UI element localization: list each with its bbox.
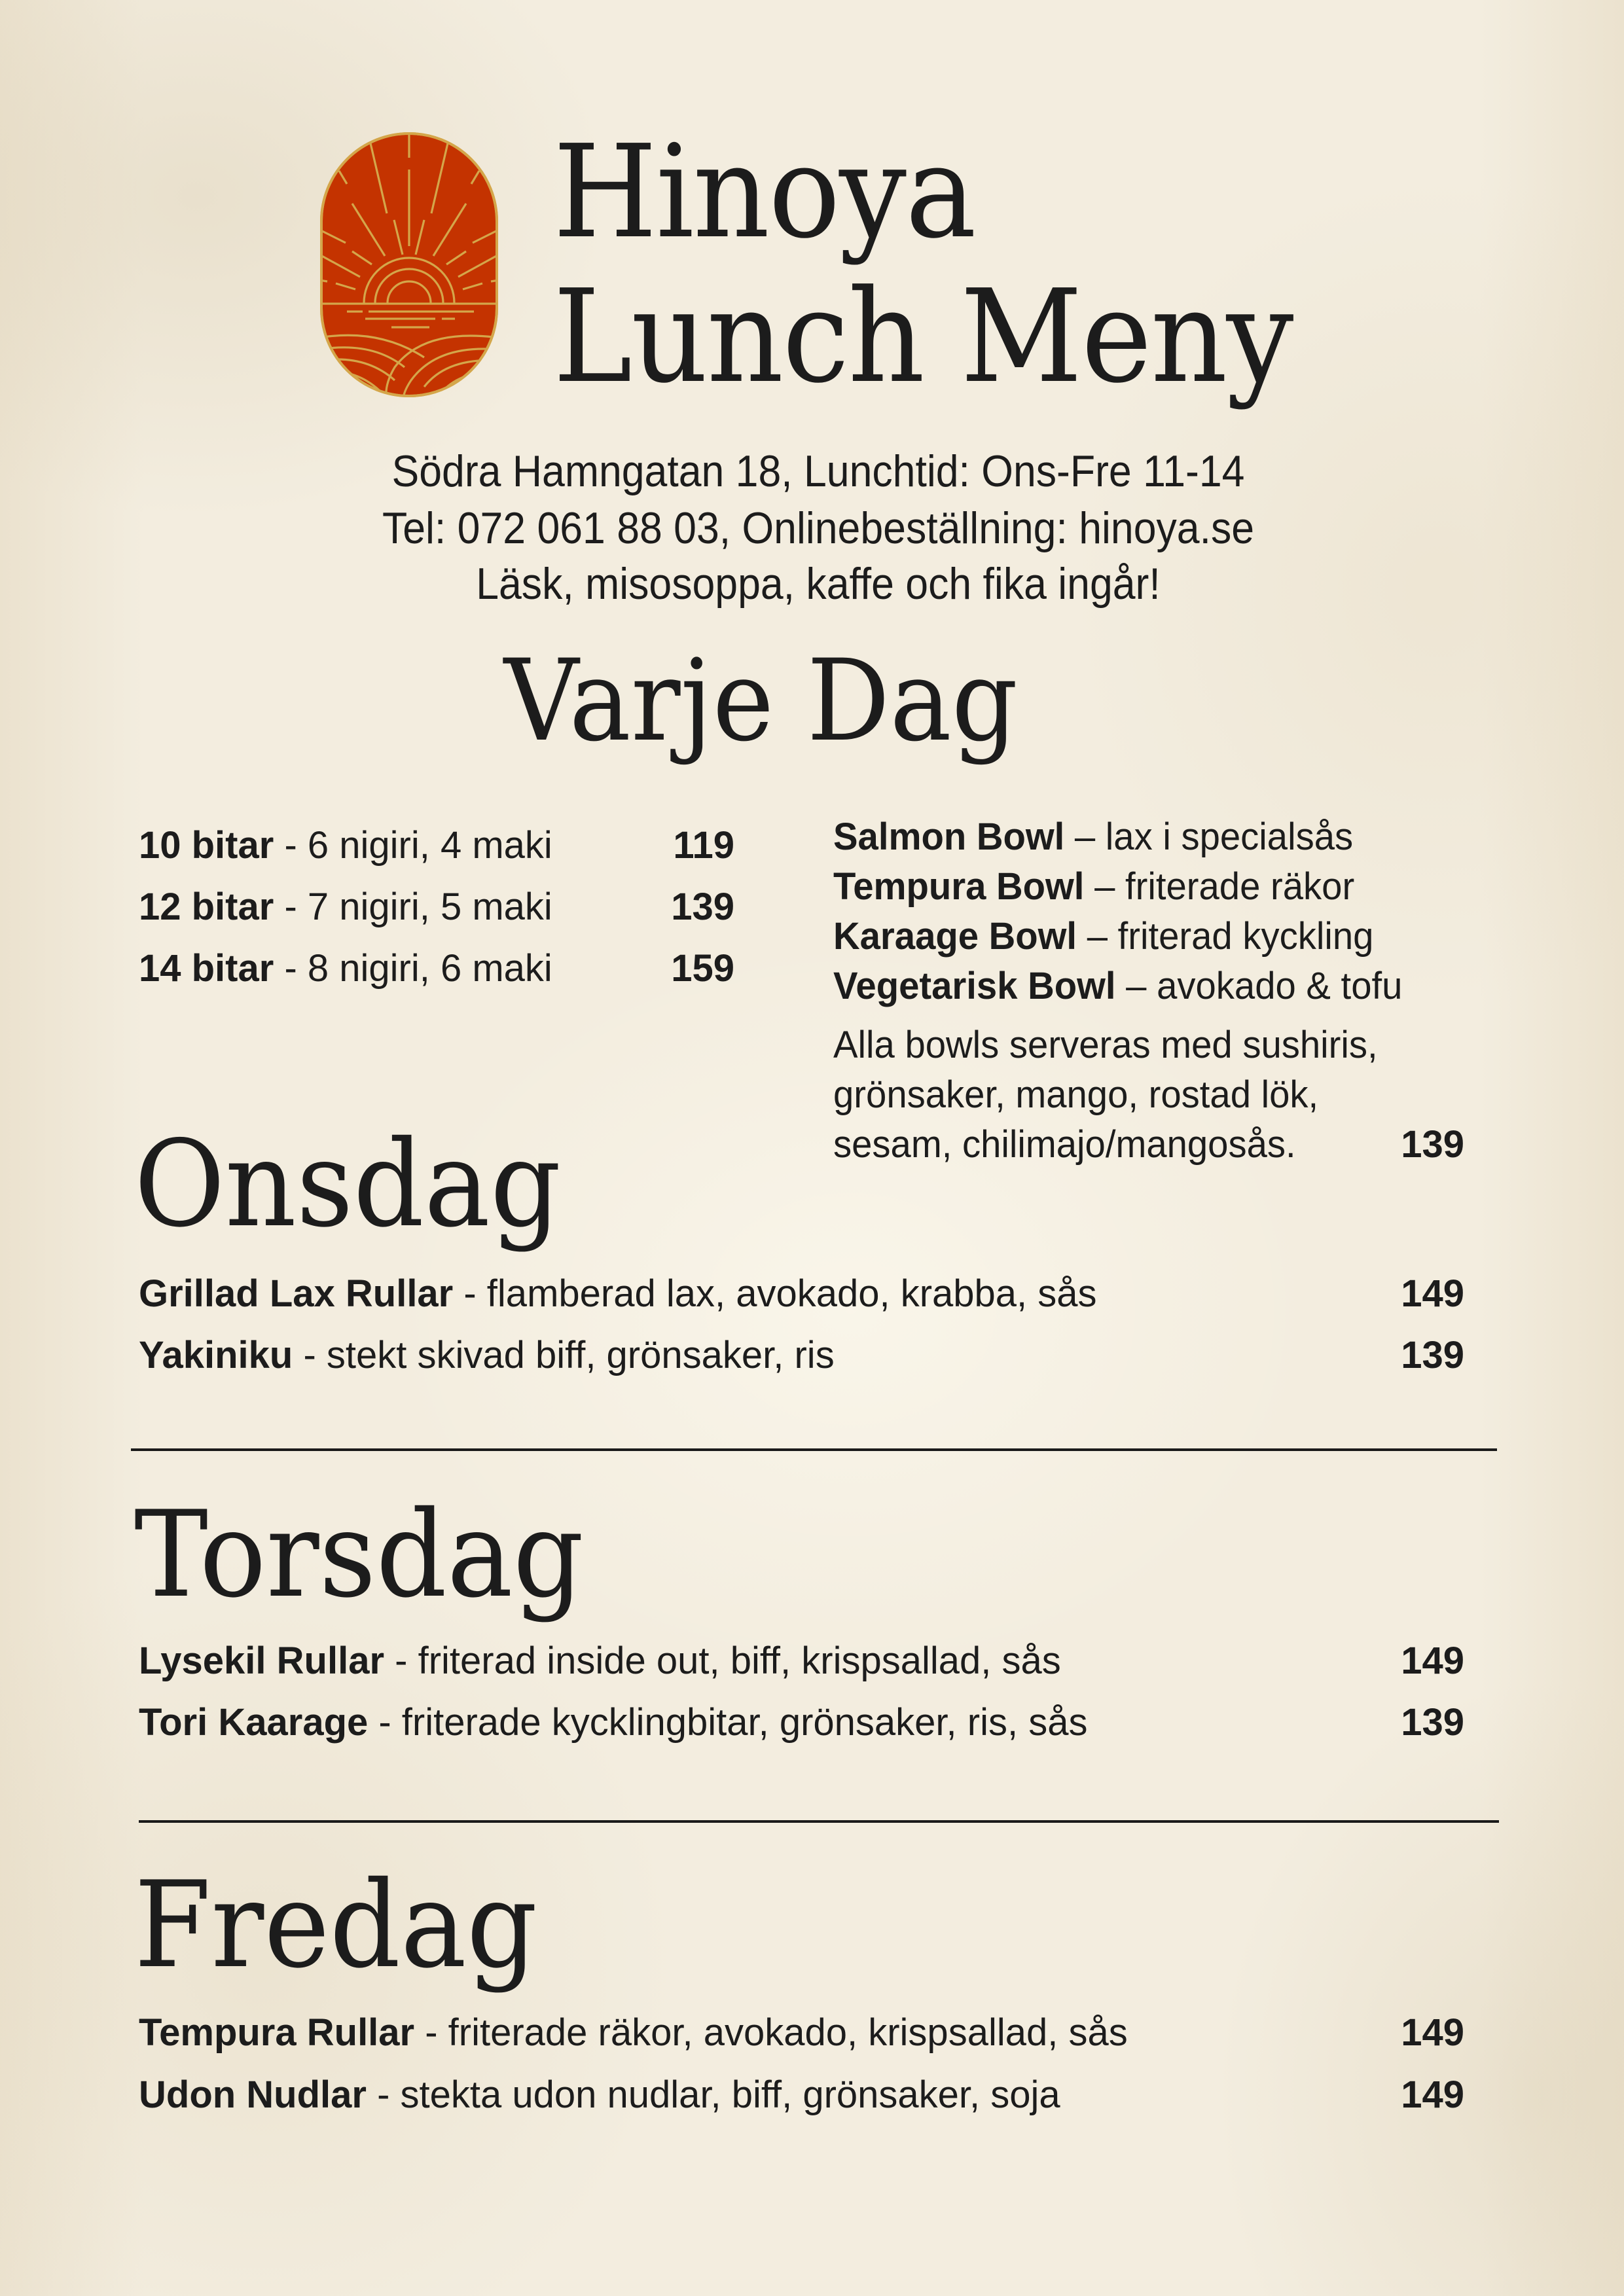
item-name: Tempura Bowl — [833, 865, 1085, 908]
item-name: 14 bitar — [139, 947, 274, 990]
section-heading-thursday: Torsdag — [134, 1485, 585, 1624]
bowl-item — [833, 915, 1374, 958]
divider — [139, 1820, 1499, 1823]
bowls-note-line: grönsaker, mango, rostad lök, — [833, 1073, 1319, 1116]
section-heading-wednesday: Onsdag — [134, 1115, 562, 1253]
menu-item — [139, 1272, 1097, 1315]
item-desc: – friterade räkor — [1084, 865, 1355, 908]
page-title-line-1: Hinoya — [553, 118, 975, 267]
item-name: Grillad Lax Rullar — [139, 1272, 454, 1315]
sushi-item — [139, 824, 552, 867]
bowl-item — [833, 818, 1353, 856]
item-desc: - flamberad lax, avokado, krabba, sås — [453, 1272, 1097, 1315]
item-desc: - friterade kycklingbitar, grönsaker, ris, sås — [368, 1701, 1088, 1744]
item-desc: – friterad kyckling — [1077, 915, 1374, 958]
address-hours-line: Södra Hamngatan 18, Lunchtid: Ons-Fre 11-14 — [391, 446, 1245, 496]
item-name: Tori Kaarage — [139, 1701, 369, 1744]
item-price: 139 — [1401, 1334, 1464, 1376]
sunrise-emblem-icon — [319, 132, 499, 398]
item-name: Karaage Bowl — [833, 915, 1077, 958]
item-price: 159 — [671, 947, 734, 990]
item-desc: - friterad inside out, biff, krispsallad, sås — [384, 1640, 1061, 1682]
item-name: Lysekil Rullar — [139, 1640, 385, 1682]
menu-item — [139, 2073, 1060, 2116]
sushi-item — [139, 888, 552, 926]
item-price: 149 — [1401, 1272, 1464, 1315]
bowls-note-line: Alla bowls serveras med sushiris, — [833, 1024, 1378, 1066]
item-name: Tempura Rullar — [139, 2011, 415, 2054]
menu-item — [139, 1701, 1088, 1744]
menu-item — [139, 1642, 1061, 1680]
item-desc: - stekta udon nudlar, biff, grönsaker, soja — [366, 2073, 1060, 2116]
menu-item — [139, 1336, 835, 1374]
included-items-line: Läsk, misosoppa, kaffe och fika ingår! — [476, 559, 1161, 609]
item-desc: – lax i specialsås — [1064, 816, 1354, 858]
item-name: 12 bitar — [139, 886, 274, 928]
bowls-note-line: sesam, chilimajo/mangosås. — [833, 1123, 1296, 1166]
item-desc: - 8 nigiri, 6 maki — [274, 947, 552, 990]
item-price: 149 — [1401, 2073, 1464, 2116]
item-name: Yakiniku — [139, 1334, 293, 1376]
item-desc: - friterade räkor, avokado, krispsallad, sås — [414, 2011, 1128, 2054]
item-desc: - stekt skivad biff, grönsaker, ris — [293, 1334, 835, 1376]
sushi-item — [139, 947, 552, 990]
item-desc: - 6 nigiri, 4 maki — [274, 824, 552, 867]
item-desc: - 7 nigiri, 5 maki — [274, 886, 552, 928]
item-price: 149 — [1401, 1640, 1464, 1682]
item-price: 139 — [1401, 1701, 1464, 1744]
phone-website-line: Tel: 072 061 88 03, Onlinebeställning: hinoya.se — [382, 503, 1255, 553]
item-name: Salmon Bowl — [833, 816, 1065, 858]
item-name: 10 bitar — [139, 824, 274, 867]
item-price: 149 — [1401, 2011, 1464, 2054]
bowl-item — [833, 967, 1402, 1005]
item-name: Udon Nudlar — [139, 2073, 367, 2116]
item-price: 119 — [673, 824, 734, 867]
section-heading-every-day: Varje Dag — [503, 635, 1019, 766]
bowl-item — [833, 865, 1355, 908]
item-price: 139 — [671, 886, 734, 928]
item-desc: – avokado & tofu — [1115, 965, 1403, 1007]
page-title-line-2: Lunch Meny — [553, 262, 1293, 412]
item-name: Vegetarisk Bowl — [833, 965, 1116, 1007]
divider — [131, 1448, 1497, 1451]
menu-item — [139, 2011, 1128, 2054]
section-heading-friday: Fredag — [134, 1856, 538, 1994]
bowls-price: 139 — [1401, 1123, 1464, 1166]
